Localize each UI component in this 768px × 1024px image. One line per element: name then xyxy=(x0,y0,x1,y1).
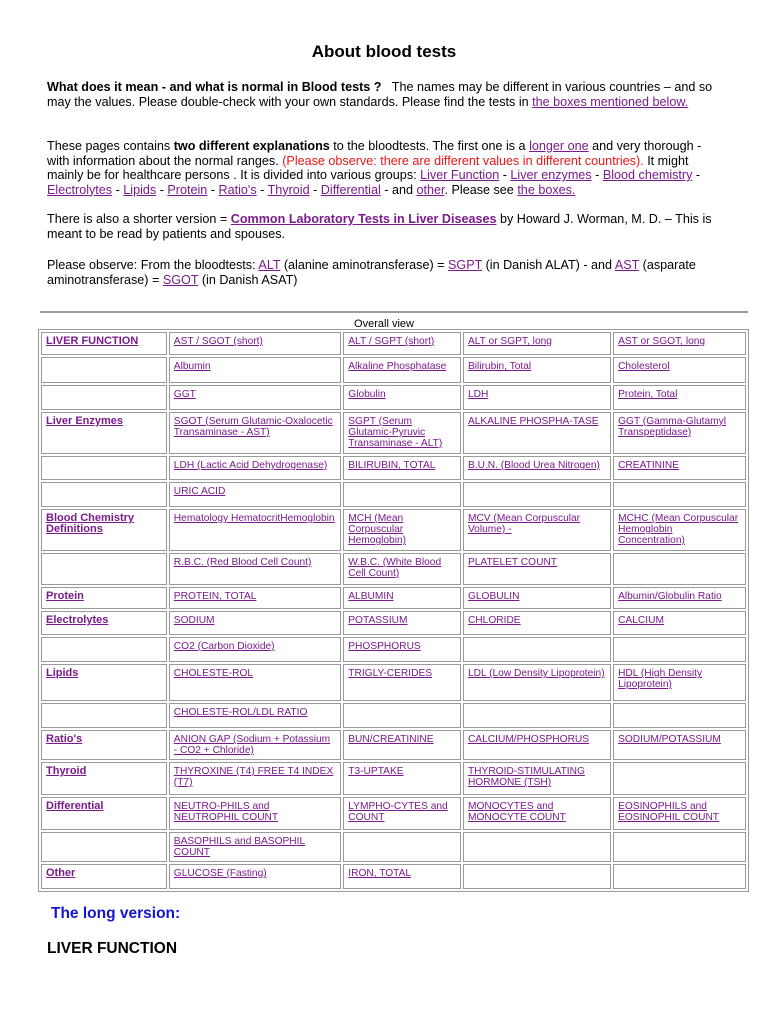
test-link[interactable]: LDH (Lactic Acid Dehydrogenase) xyxy=(173,460,328,471)
table-row xyxy=(41,482,746,507)
table-cell xyxy=(613,509,746,551)
test-link[interactable]: ALT / SGPT (short) xyxy=(348,336,435,347)
table-row xyxy=(41,357,746,383)
table-group-cell xyxy=(41,637,167,662)
p2-warning: (Please observe: there are different values in different countries). xyxy=(282,153,644,168)
test-link[interactable]: LDH xyxy=(467,389,489,400)
test-link[interactable]: CALCIUM xyxy=(618,615,664,626)
table-cell xyxy=(169,664,341,701)
table-cell xyxy=(169,553,341,585)
short-version-paragraph xyxy=(47,212,727,241)
sgot-link[interactable]: SGOT xyxy=(162,272,199,287)
table-cell xyxy=(169,509,341,551)
table-cell xyxy=(463,553,611,585)
test-link[interactable]: SGOT (Serum Glutamic-Oxalocetic Transaminase - AST) xyxy=(173,416,333,438)
table-cell xyxy=(169,730,341,760)
table-cell xyxy=(613,482,746,507)
horizontal-divider xyxy=(40,311,748,313)
group-link[interactable]: Blood Chemistry Definitions xyxy=(46,512,135,535)
test-link[interactable]: THYROID-STIMULATING HORMONE (TSH) xyxy=(467,766,585,788)
table-group-cell xyxy=(41,332,167,355)
table-group-cell xyxy=(41,412,167,454)
table-cell xyxy=(343,664,461,701)
table-row xyxy=(41,509,746,551)
section-heading-liver-function: LIVER FUNCTION xyxy=(47,940,178,957)
table-cell xyxy=(343,864,461,889)
table-cell xyxy=(169,456,341,480)
alt-link[interactable]: ALT xyxy=(258,258,281,272)
test-link[interactable]: MCHC (Mean Corpuscular Hemoglobin Concentration) xyxy=(618,513,739,546)
test-link[interactable]: TRIGLY-CERIDES xyxy=(348,668,433,679)
p2-text-d: and very thorough - with information about the normal ranges. xyxy=(47,139,702,168)
table-cell xyxy=(169,832,341,862)
table-cell xyxy=(463,509,611,551)
p4-text-a: Please observe: From the bloodtests: xyxy=(47,258,256,272)
test-link[interactable]: Cholesterol xyxy=(618,361,670,372)
table-cell xyxy=(169,797,341,830)
common-lab-tests-link[interactable]: Common Laboratory Tests in Liver Diseases xyxy=(230,212,497,226)
table-cell xyxy=(613,832,746,862)
table-cell xyxy=(343,797,461,830)
table-cell xyxy=(343,482,461,507)
p2-text-c: to the bloodtests. The first one is a xyxy=(333,139,526,153)
table-cell xyxy=(613,664,746,701)
test-link[interactable]: Globulin xyxy=(348,389,386,400)
table-group-cell xyxy=(41,385,167,410)
table-cell xyxy=(343,456,461,480)
table-group-cell xyxy=(41,482,167,507)
sgpt-link[interactable]: SGPT xyxy=(448,258,483,272)
table-group-cell xyxy=(41,832,167,862)
test-link[interactable]: EOSINOPHILS and EOSINOPHIL COUNT xyxy=(618,801,720,823)
table-cell xyxy=(613,797,746,830)
table-cell xyxy=(169,762,341,795)
page-title: About blood tests xyxy=(311,42,457,61)
test-link[interactable]: Bilirubin, Total xyxy=(467,361,532,372)
table-cell xyxy=(463,587,611,609)
table-cell xyxy=(613,357,746,383)
group-link[interactable]: Other xyxy=(46,867,76,879)
intro-text: The names may be different in various countries – and so may the values. Please double-check with your own standards. Please find the tests in xyxy=(47,80,713,109)
table-row xyxy=(41,832,746,862)
table-cell xyxy=(463,864,611,889)
test-link[interactable]: BASOPHILS and BASOPHIL COUNT xyxy=(173,836,306,858)
test-link[interactable]: CHOLESTE-ROL/LDL RATIO xyxy=(173,707,308,718)
table-cell xyxy=(343,385,461,410)
table-cell xyxy=(463,412,611,454)
test-link[interactable]: SODIUM xyxy=(173,615,215,626)
table-cell xyxy=(169,385,341,410)
p2-bold: two different explanations xyxy=(173,139,330,153)
test-link[interactable]: B.U.N. (Blood Urea Nitrogen) xyxy=(467,460,600,471)
test-link[interactable]: ALBUMIN xyxy=(348,591,394,602)
long-version-heading: The long version: xyxy=(51,905,181,922)
intro-question: What does it mean - and what is normal in Blood tests ? xyxy=(47,80,382,94)
table-caption: Overall view xyxy=(354,318,414,330)
group-link-liver-enzymes[interactable]: Liver enzymes xyxy=(510,168,592,183)
table-cell xyxy=(343,611,461,635)
test-link[interactable]: R.B.C. (Red Blood Cell Count) xyxy=(173,557,312,568)
test-link[interactable]: AST / SGOT (short) xyxy=(173,336,263,347)
table-row xyxy=(41,611,746,635)
table-cell xyxy=(169,611,341,635)
table-cell xyxy=(463,611,611,635)
table-cell xyxy=(613,456,746,480)
table-row xyxy=(41,730,746,760)
table-cell xyxy=(463,456,611,480)
table-row xyxy=(41,456,746,480)
table-cell xyxy=(343,587,461,609)
group-link[interactable]: Liver Enzymes xyxy=(46,415,124,427)
table-group-cell xyxy=(41,703,167,728)
table-cell xyxy=(169,412,341,454)
test-link[interactable]: CREATININE xyxy=(618,460,680,471)
group-link-thyroid[interactable]: Thyroid xyxy=(267,182,310,197)
group-link[interactable]: Ratio's xyxy=(46,733,83,745)
table-cell xyxy=(463,482,611,507)
test-link[interactable]: W.B.C. (White Blood Cell Count) xyxy=(348,557,442,579)
group-link-protein[interactable]: Protein xyxy=(167,182,208,197)
group-link-blood-chemistry[interactable]: Blood chemistry xyxy=(602,168,693,183)
table-cell xyxy=(613,412,746,454)
table-cell xyxy=(613,385,746,410)
table-cell xyxy=(169,637,341,662)
p4-text-d: (asparate aminotransferase) = xyxy=(47,258,696,287)
table-cell xyxy=(343,637,461,662)
table-cell xyxy=(613,730,746,760)
table-cell xyxy=(343,332,461,355)
table-group-cell xyxy=(41,864,167,889)
test-link[interactable]: THYROXINE (T4) FREE T4 INDEX (T7) xyxy=(173,766,334,788)
table-cell xyxy=(613,864,746,889)
table-row xyxy=(41,762,746,795)
table-row xyxy=(41,385,746,410)
table-cell xyxy=(463,385,611,410)
test-link[interactable]: SGPT (Serum Glutamic-Pyruvic Transaminase - ALT) xyxy=(348,416,443,449)
table-group-cell xyxy=(41,730,167,760)
test-link[interactable]: IRON, TOTAL xyxy=(348,868,412,879)
table-group-cell xyxy=(41,553,167,585)
table-cell xyxy=(613,587,746,609)
see-boxes-link[interactable]: the boxes. xyxy=(517,182,576,197)
table-cell xyxy=(463,332,611,355)
group-link[interactable]: Thyroid xyxy=(46,765,87,777)
test-link[interactable]: Albumin xyxy=(173,361,211,372)
explanations-paragraph: These pages contains two different explanations to the bloodtests. The first one is a longer one and very thorough - with information about the normal ranges. (Please observe: there are different values in different countries). It might mainly be for healthcare persons . It is divided into various groups: Liver Function - Liver enzymes - Blood chemistry - Electrolytes - Lipids - Protein - Ratio's - Thyroid - Differential - and other. Please see the boxes. xyxy=(47,139,702,197)
test-link[interactable]: Hematology HematocritHemoglobin xyxy=(173,513,335,524)
p2-and: - and xyxy=(384,182,413,197)
p3-text-b: by Howard J. Worman, M. D. – This is meant to be read by patients and spouses. xyxy=(47,212,712,241)
group-link[interactable]: Protein xyxy=(46,590,84,602)
test-link[interactable]: AST or SGOT, long xyxy=(618,336,706,347)
table-cell xyxy=(169,703,341,728)
test-link[interactable]: URIC ACID xyxy=(173,486,226,497)
table-cell xyxy=(169,587,341,609)
group-link[interactable]: Electrolytes xyxy=(46,614,109,626)
table-cell xyxy=(463,762,611,795)
p4-text-b: (alanine aminotransferase) = xyxy=(283,258,445,272)
test-link[interactable]: GGT (Gamma-Glutamyl Transpeptidase) xyxy=(618,416,727,438)
table-group-cell xyxy=(41,611,167,635)
test-link[interactable]: ALT or SGPT, long xyxy=(467,336,552,347)
table-cell xyxy=(613,637,746,662)
intro-paragraph xyxy=(47,80,727,109)
table-cell xyxy=(343,357,461,383)
test-link[interactable]: T3-UPTAKE xyxy=(348,766,404,777)
table-cell xyxy=(343,762,461,795)
test-link[interactable]: GLUCOSE (Fasting) xyxy=(173,868,267,879)
table-row xyxy=(41,864,746,889)
table-cell xyxy=(343,553,461,585)
table-row xyxy=(41,703,746,728)
table-group-cell xyxy=(41,509,167,551)
test-link[interactable]: CO2 (Carbon Dioxide) xyxy=(173,641,275,652)
test-link[interactable]: PROTEIN, TOTAL xyxy=(173,591,257,602)
test-link[interactable]: LDL (Low Density Lipoprotein) xyxy=(467,668,605,679)
p4-text-e: (in Danish ASAT) xyxy=(201,272,298,287)
test-link[interactable]: BUN/CREATININE xyxy=(348,734,434,745)
test-link[interactable]: POTASSIUM xyxy=(348,615,408,626)
test-link[interactable]: Albumin/Globulin Ratio xyxy=(618,591,722,602)
test-link[interactable]: LYMPHO-CYTES and COUNT xyxy=(348,801,448,823)
table-row xyxy=(41,412,746,454)
table-cell xyxy=(463,730,611,760)
test-link[interactable]: GLOBULIN xyxy=(467,591,520,602)
test-link[interactable]: MCH (Mean Corpuscular Hemoglobin) xyxy=(348,513,407,546)
table-row xyxy=(41,332,746,355)
table-cell xyxy=(613,553,746,585)
p2-see: . Please see xyxy=(444,182,514,197)
table-group-cell xyxy=(41,797,167,830)
table-cell xyxy=(463,664,611,701)
table-cell xyxy=(613,703,746,728)
test-link[interactable]: CHLORIDE xyxy=(467,615,521,626)
group-link-liver-function[interactable]: Liver Function xyxy=(420,168,500,183)
group-link[interactable]: Differential xyxy=(46,800,104,812)
table-row xyxy=(41,797,746,830)
group-link-differential[interactable]: Differential xyxy=(320,182,381,197)
test-link[interactable]: MONOCYTES and MONOCYTE COUNT xyxy=(467,801,566,823)
test-link[interactable]: ANION GAP (Sodium + Potassium - CO2 + Chloride) xyxy=(173,734,331,756)
boxes-link[interactable]: the boxes mentioned below. xyxy=(532,94,689,109)
test-link[interactable]: Alkaline Phosphatase xyxy=(348,361,447,372)
table-cell xyxy=(343,509,461,551)
p4-text-c: (in Danish ALAT) - and xyxy=(485,258,613,272)
table-group-cell xyxy=(41,762,167,795)
table-cell xyxy=(169,357,341,383)
test-link[interactable]: Protein, Total xyxy=(618,389,678,400)
table-row xyxy=(41,637,746,662)
p2-text-e: It might mainly be for healthcare persons . It is divided into various groups: xyxy=(47,153,689,183)
table-cell xyxy=(463,797,611,830)
ast-link[interactable]: AST xyxy=(614,258,640,272)
group-link-electrolytes[interactable]: Electrolytes xyxy=(47,182,113,197)
test-link[interactable]: MCV (Mean Corpuscular Volume) - xyxy=(467,513,581,535)
table-cell xyxy=(169,864,341,889)
table-cell xyxy=(463,357,611,383)
test-link[interactable]: ALKALINE PHOSPHA-TASE xyxy=(467,416,599,427)
test-link[interactable]: CALCIUM/PHOSPHORUS xyxy=(467,734,590,745)
test-link[interactable]: NEUTRO-PHILS and NEUTROPHIL COUNT xyxy=(173,801,279,823)
table-cell xyxy=(613,611,746,635)
table-group-cell xyxy=(41,664,167,701)
table-row xyxy=(41,587,746,609)
overview-table xyxy=(38,329,749,892)
test-link[interactable]: BILIRUBIN, TOTAL xyxy=(348,460,436,471)
table-cell xyxy=(463,637,611,662)
table-cell xyxy=(343,730,461,760)
table-cell xyxy=(169,332,341,355)
test-link[interactable]: HDL (High Density Lipoprotein) xyxy=(618,668,703,690)
group-link[interactable]: Lipids xyxy=(46,667,79,679)
test-link[interactable]: SODIUM/POTASSIUM xyxy=(618,734,721,745)
table-group-cell xyxy=(41,357,167,383)
table-cell xyxy=(463,703,611,728)
test-link[interactable]: PHOSPHORUS xyxy=(348,641,421,652)
table-cell xyxy=(613,332,746,355)
table-cell xyxy=(169,482,341,507)
longer-one-link[interactable]: longer one xyxy=(529,139,589,153)
test-link[interactable]: GGT xyxy=(173,389,196,400)
table-group-cell xyxy=(41,456,167,480)
table-cell xyxy=(343,832,461,862)
group-link-other[interactable]: other xyxy=(416,182,445,197)
table-group-cell xyxy=(41,587,167,609)
test-link[interactable]: CHOLESTE-ROL xyxy=(173,668,254,679)
table-row xyxy=(41,553,746,585)
group-link-ratios[interactable]: Ratio's xyxy=(218,182,257,197)
table-row xyxy=(41,664,746,701)
p3-text-a: There is also a shorter version = xyxy=(47,212,228,226)
table-cell xyxy=(343,703,461,728)
test-link[interactable]: PLATELET COUNT xyxy=(467,557,558,568)
group-link-lipids[interactable]: Lipids xyxy=(123,182,157,197)
p2-text-a: These pages contains xyxy=(47,139,171,153)
group-link[interactable]: LIVER FUNCTION xyxy=(46,335,139,347)
table-cell xyxy=(343,412,461,454)
observe-paragraph xyxy=(47,258,727,287)
table-cell xyxy=(463,832,611,862)
table-cell xyxy=(613,762,746,795)
